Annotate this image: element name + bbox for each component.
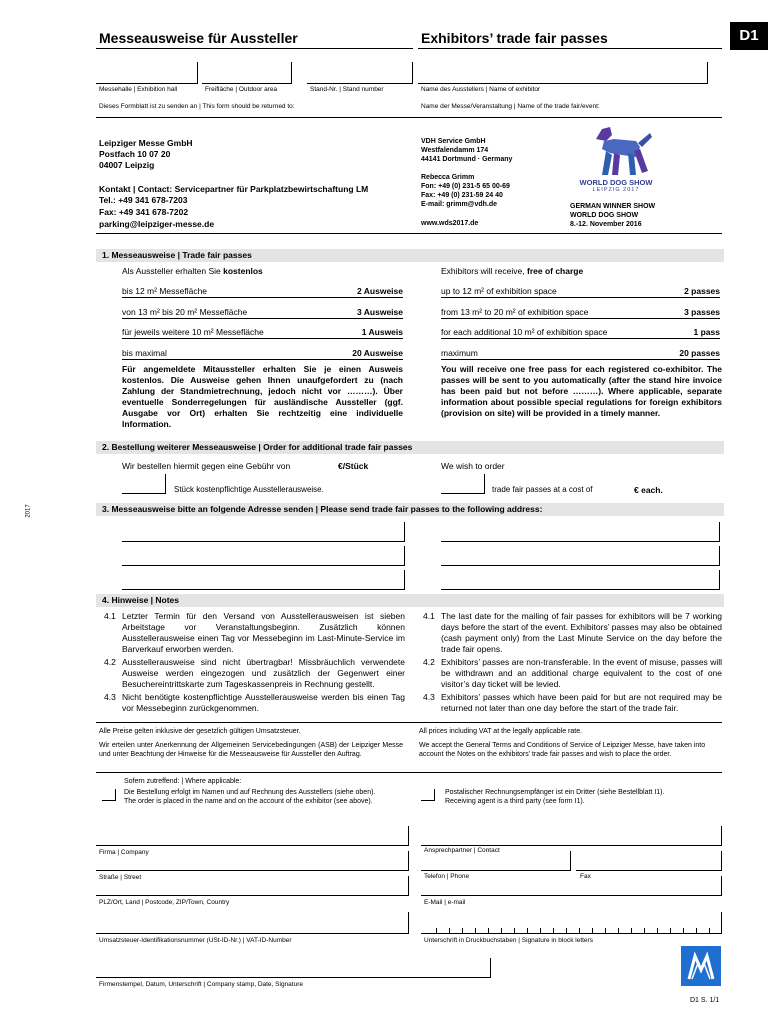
row-value: 3 Ausweise	[353, 307, 403, 317]
intro-en	[441, 266, 583, 277]
address-contact: Kontakt | Contact: Servicepartner für Parkplatzbewirtschaftung LM	[99, 184, 369, 194]
note-number: 4.1	[423, 611, 435, 621]
letter-tick	[449, 928, 450, 934]
order-en-unit: € each.	[634, 485, 663, 495]
vdh-fon: Fon: +49 (0) 231-5 65 00-69	[421, 183, 510, 190]
show-dates: 8.-12. November 2016	[570, 221, 642, 228]
block-letters-field[interactable]	[421, 912, 722, 934]
terms-rule	[96, 772, 722, 773]
logo-title: WORLD DOG SHOW	[579, 178, 653, 187]
note-number: 4.3	[104, 692, 116, 702]
address-city: 04007 Leipzig	[99, 160, 155, 170]
pass-row-de	[122, 327, 403, 339]
row-label: bis 12 m² Messefläche	[122, 286, 208, 296]
pass-row-en	[441, 307, 720, 319]
address-company: Leipziger Messe GmbH	[99, 138, 193, 148]
pass-row-en	[441, 348, 720, 360]
check1-en: The order is placed in the name and on the account of the exhibitor (see above).	[124, 798, 373, 805]
vat-id-field[interactable]	[96, 912, 409, 934]
note-en-3	[423, 692, 722, 714]
letter-tick	[553, 928, 554, 934]
pass-row-de	[122, 348, 403, 360]
section2-heading: 2. Bestellung weiterer Messeausweise | Order for additional trade fair passes	[96, 441, 724, 454]
phone-field[interactable]	[421, 851, 571, 871]
order-de-qty-text: Stück kostenpflichtige Ausstellerausweise.	[174, 485, 324, 494]
contact-field[interactable]	[421, 826, 722, 846]
title-en: Exhibitors’ trade fair passes	[421, 30, 608, 46]
logo-subtitle: LEIPZIG 2017	[592, 187, 640, 193]
letter-tick	[436, 928, 437, 934]
stamp-signature-label: Firmenstempel, Datum, Unterschrift | Company stamp, Date, Signature	[99, 981, 303, 988]
row-value: 2 Ausweise	[353, 286, 403, 296]
section1-note-de: Für angemeldete Mitaussteller erhalten Sie je einen Ausweis kostenlos. Die Ausweise gehen Ihnen unaufgefordert zu (nach Zahlung der Standmietrechnung, jedoch nicht vor ………). Über eventuelle Sonderregelungen für ausländische Aussteller (ggf. Ausgabe vor Ort) erhalten Sie rechtzeitig eine individuelle Information.	[122, 364, 403, 429]
messe-mm-icon	[681, 946, 721, 986]
exhibitor-name-field[interactable]	[418, 62, 708, 84]
contact-label: Ansprechpartner | Contact	[424, 847, 500, 854]
pass-row-en	[441, 327, 720, 339]
letter-tick	[618, 928, 619, 934]
row-value: 20 Ausweise	[348, 348, 403, 358]
letter-tick	[696, 928, 697, 934]
stand-label: Stand-Nr. | Stand number	[310, 86, 384, 93]
note-text: Nicht benötigte kostenpflichtige Ausstellerausweise werden bis einen Tag vor Messebeginn zurückgenommen.	[122, 692, 405, 713]
note-number: 4.2	[423, 657, 435, 667]
section1-note-en: You will receive one free pass for each registered co-exhibitor. The passes will be sent to you automatically (after the stand hire invoice has been paid but not before ………). Where applicable, separate information about possible special regulations for foreign exhibitors (provision on site) will be provided in a timely manner.	[441, 364, 722, 418]
row-label: von 13 m² bis 20 m² Messefläche	[122, 307, 248, 317]
check2-en: Receiving agent is a third party (see form I1).	[445, 798, 585, 805]
note-de-2	[104, 657, 405, 690]
delivery-address-line-3-right[interactable]	[441, 570, 720, 590]
intro-en-bold: free of charge	[526, 266, 584, 276]
letter-tick	[657, 928, 658, 934]
vat-en: All prices including VAT at the legally applicable rate.	[419, 728, 583, 735]
street-label: Straße | Street	[99, 874, 142, 881]
section3-heading: 3. Messeausweise bitte an folgende Adresse senden | Please send trade fair passes to the following address:	[96, 503, 724, 516]
city-field[interactable]	[96, 876, 409, 896]
row-label: bis maximal	[122, 348, 167, 358]
order-de-text: Wir bestellen hiermit gegen eine Gebühr von	[122, 461, 291, 471]
note-text: Exhibitors’ passes which have been paid for but are not required may be returned not later than one day before the start of the trade fair.	[441, 692, 722, 713]
note-de-1	[104, 611, 405, 655]
pass-row-de	[122, 307, 403, 319]
note-number: 4.1	[104, 611, 116, 621]
title-rule-left	[96, 48, 413, 49]
letter-tick	[514, 928, 515, 934]
outdoor-field[interactable]	[202, 62, 292, 84]
vdh-email: E-mail: grimm@vdh.de	[421, 201, 498, 208]
note-de-3	[104, 692, 405, 714]
email-label: E-Mail | e-mail	[424, 899, 466, 906]
note-text: Exhibitors’ passes are non-transferable. In the event of misuse, passes will be withdrawn and an additional charge equivalent to the cost of one visitor’s day ticket will be levied.	[441, 657, 722, 689]
order-en-qty-text: trade fair passes at a cost of	[492, 485, 593, 494]
letter-tick	[566, 928, 567, 934]
stamp-signature-field[interactable]	[96, 958, 491, 978]
letter-tick	[605, 928, 606, 934]
letter-tick	[488, 928, 489, 934]
note-text: Ausstellerausweise sind nicht übertragbar! Missbräuchlich verwendete Ausweise werden eingezogen und zusätzlich der Gegenwert einer Besuchereintrittskarte zum Tageskassenpreis in Rechnung gestellt.	[122, 657, 405, 689]
row-label: up to 12 m² of exhibition space	[441, 286, 557, 296]
block-letters-label: Unterschrift in Druckbuchstaben | Signature in block letters	[424, 937, 593, 944]
fair-name-label: Name der Messe/Veranstaltung | Name of the trade fair/event:	[421, 103, 600, 110]
row-value: 1 Ausweis	[358, 327, 403, 337]
vdh-street: Westfalendamm 174	[421, 147, 489, 154]
address-fax: Fax: +49 341 678-7202	[99, 207, 189, 217]
phone-label: Telefon | Phone	[424, 873, 470, 880]
city-label: PLZ/Ort, Land | Postcode, ZIP/Town, Country	[99, 899, 230, 906]
address-email: parking@leipziger-messe.de	[99, 219, 215, 229]
world-dog-show-logo	[566, 125, 666, 181]
letter-tick	[670, 928, 671, 934]
row-label: für jeweils weitere 10 m² Messefläche	[122, 327, 264, 337]
order-quantity-de-field[interactable]	[122, 474, 166, 494]
delivery-address-line-1-left[interactable]	[122, 522, 405, 542]
note-text: The last date for the mailing of fair passes for exhibitors will be 7 working days before the start of the event. Exhibitors’ passes may also be obtained (cash payment only) from the Last Minute Service on the day before the trade fair opens.	[441, 611, 722, 654]
checkbox-exhibitor-account[interactable]	[102, 789, 116, 801]
side-year: 2017	[25, 504, 32, 518]
show-line-1: GERMAN WINNER SHOW	[570, 203, 656, 210]
fax-field[interactable]	[576, 851, 722, 871]
terms-en: We accept the General Terms and Conditions of Service of Leipziger Messe, have taken into account the Notes on the exhibitors’ trade fair passes and wish to place the order.	[419, 742, 706, 758]
check2-de: Postalischer Rechnungsempfänger ist ein Dritter (siehe Bestellblatt I1).	[445, 789, 665, 796]
outdoor-label: Freifläche | Outdoor area	[205, 86, 278, 93]
pass-row-de	[122, 286, 403, 298]
vat-de: Alle Preise gelten inklusive der gesetzlich gültigen Umsatzsteuer.	[99, 728, 301, 735]
vdh-web: www.wds2017.de	[421, 220, 479, 227]
letter-tick	[540, 928, 541, 934]
hall-field[interactable]	[96, 62, 198, 84]
vat-id-label: Umsatzsteuer-Identifikationsnummer (USt-ID-Nr.) | VAT-ID-Number	[99, 937, 292, 944]
check1-de: Die Bestellung erfolgt im Namen und auf Rechnung des Ausstellers (siehe oben).	[124, 789, 376, 796]
applicable-label: Sofern zutreffend: | Where applicable:	[124, 778, 242, 785]
company-field[interactable]	[96, 826, 409, 846]
address-rule	[96, 233, 722, 234]
letter-tick	[644, 928, 645, 934]
vdh-person: Rebecca Grimm	[421, 174, 475, 181]
terms-de: Wir erteilen unter Anerkennung der Allgemeinen Servicebedingungen (ASB) der Leipziger Messe und unter Beachtung der Hinweise für die Messeausweise für Aussteller den Auftrag.	[99, 742, 403, 758]
order-quantity-en-field[interactable]	[441, 474, 485, 494]
row-label: for each additional 10 m² of exhibition space	[441, 327, 608, 337]
intro-en-text: Exhibitors will receive,	[441, 266, 527, 276]
intro-de-text: Als Aussteller erhalten Sie	[122, 266, 224, 276]
show-line-2: WORLD DOG SHOW	[570, 212, 639, 219]
form-badge: D1	[730, 22, 768, 50]
delivery-address-line-2-left[interactable]	[122, 546, 405, 566]
leipziger-messe-logo	[681, 946, 721, 986]
delivery-address-line-1-right[interactable]	[441, 522, 720, 542]
section4-heading: 4. Hinweise | Notes	[96, 594, 724, 607]
title-rule-right	[418, 48, 722, 49]
order-en-text: We wish to order	[441, 461, 505, 471]
row-value: 1 pass	[690, 327, 720, 337]
note-number: 4.2	[104, 657, 116, 667]
letter-tick	[631, 928, 632, 934]
order-de-unit: €/Stück	[338, 461, 369, 471]
notes-rule	[96, 722, 722, 723]
letter-tick	[462, 928, 463, 934]
delivery-address-line-3-left[interactable]	[122, 570, 405, 590]
email-field[interactable]	[421, 876, 722, 896]
note-text: Letzter Termin für den Versand von Ausstellerausweisen ist sieben Arbeitstage vor Veranstaltungsbeginn. Zusätzlich können Ausstellerausweise einen Tag vor Messebeginn im Last-Minute-Service im Barverkauf erworben werden.	[122, 611, 405, 654]
row-value: 2 passes	[680, 286, 720, 296]
vdh-city: 44141 Dortmund · Germany	[421, 156, 513, 163]
vdh-fax: Fax: +49 (0) 231-59 24 40	[421, 192, 503, 199]
delivery-address-line-2-right[interactable]	[441, 546, 720, 566]
row-value: 3 passes	[680, 307, 720, 317]
fax-label: Fax	[580, 873, 591, 880]
intro-de-bold: kostenlos	[223, 266, 263, 276]
intro-de	[122, 266, 263, 277]
letter-tick	[579, 928, 580, 934]
letter-tick	[592, 928, 593, 934]
letter-tick	[527, 928, 528, 934]
letter-tick	[501, 928, 502, 934]
stand-field[interactable]	[307, 62, 413, 84]
company-label: Firma | Company	[99, 849, 149, 856]
address-tel: Tel.: +49 341 678-7203	[99, 195, 188, 205]
checkbox-third-party[interactable]	[421, 789, 435, 801]
address-postbox: Postfach 10 07 20	[99, 149, 171, 159]
letter-tick	[709, 928, 710, 934]
page-number: D1 S. 1/1	[690, 997, 720, 1004]
section1-heading: 1. Messeausweise | Trade fair passes	[96, 249, 724, 262]
return-note: Dieses Formblatt ist zu senden an | This form should be returned to:	[99, 103, 295, 110]
pass-row-en	[441, 286, 720, 298]
vdh-name: VDH Service GmbH	[421, 138, 486, 145]
title-de: Messeausweise für Aussteller	[99, 30, 298, 46]
letter-tick	[475, 928, 476, 934]
header-rule	[96, 117, 722, 118]
row-label: from 13 m² to 20 m² of exhibition space	[441, 307, 589, 317]
letter-tick	[683, 928, 684, 934]
note-en-1	[423, 611, 722, 655]
note-en-2	[423, 657, 722, 690]
street-field[interactable]	[96, 851, 409, 871]
note-number: 4.3	[423, 692, 435, 702]
row-label: maximum	[441, 348, 478, 358]
row-value: 20 passes	[675, 348, 720, 358]
hall-label: Messehalle | Exhibition hall	[99, 86, 178, 93]
exhibitor-label: Name des Ausstellers | Name of exhibitor	[421, 86, 541, 93]
